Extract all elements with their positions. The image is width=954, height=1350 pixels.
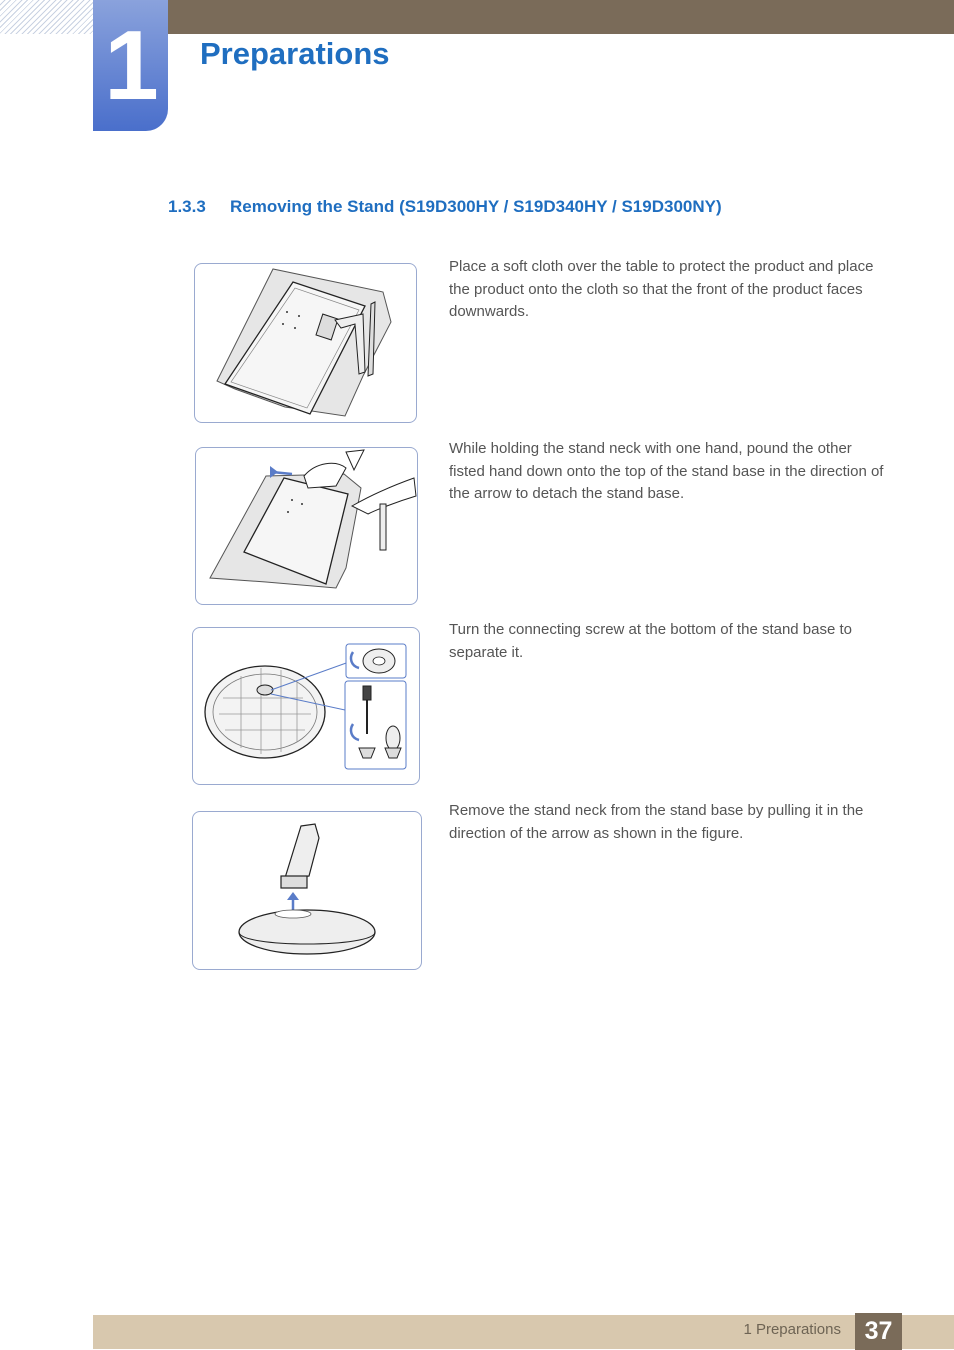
step-2-text: While holding the stand neck with one hand, pound the other fisted hand down onto the top of the stand base in the direction of the arrow to detach the stand base. [449, 440, 884, 502]
section-number: 1.3.3 [168, 197, 206, 216]
header-hatch-decoration [0, 0, 93, 34]
monitor-facedown-icon [195, 264, 416, 422]
footer-chapter-label: 1 Preparations [743, 1321, 841, 1338]
monitor-facedown-on-cloth-illustration [194, 263, 417, 423]
header-bar [168, 0, 954, 34]
section-title: Removing the Stand (S19D300HY / S19D340HY / S19D300NY) [230, 197, 722, 216]
turn-connecting-screw-illustration [192, 627, 420, 785]
remove-stand-neck-illustration [192, 811, 422, 970]
chapter-title: Preparations [200, 36, 390, 71]
page-number: 37 [855, 1313, 902, 1350]
step-4-text: Remove the stand neck from the stand base by pulling it in the direction of the arrow as shown in the figure. [449, 802, 864, 842]
detach-stand-base-illustration [195, 447, 418, 605]
connecting-screw-icon [193, 628, 419, 784]
detach-stand-base-icon [196, 448, 417, 604]
step-3-text: Turn the connecting screw at the bottom of the stand base to separate it. [449, 621, 853, 661]
step-1-text: Place a soft cloth over the table to protect the product and place the product onto the cloth so that the front of the product faces downwards. [449, 258, 874, 320]
section-heading [168, 196, 722, 218]
chapter-number-tab: 1 [93, 0, 168, 131]
stand-neck-icon [193, 812, 421, 969]
